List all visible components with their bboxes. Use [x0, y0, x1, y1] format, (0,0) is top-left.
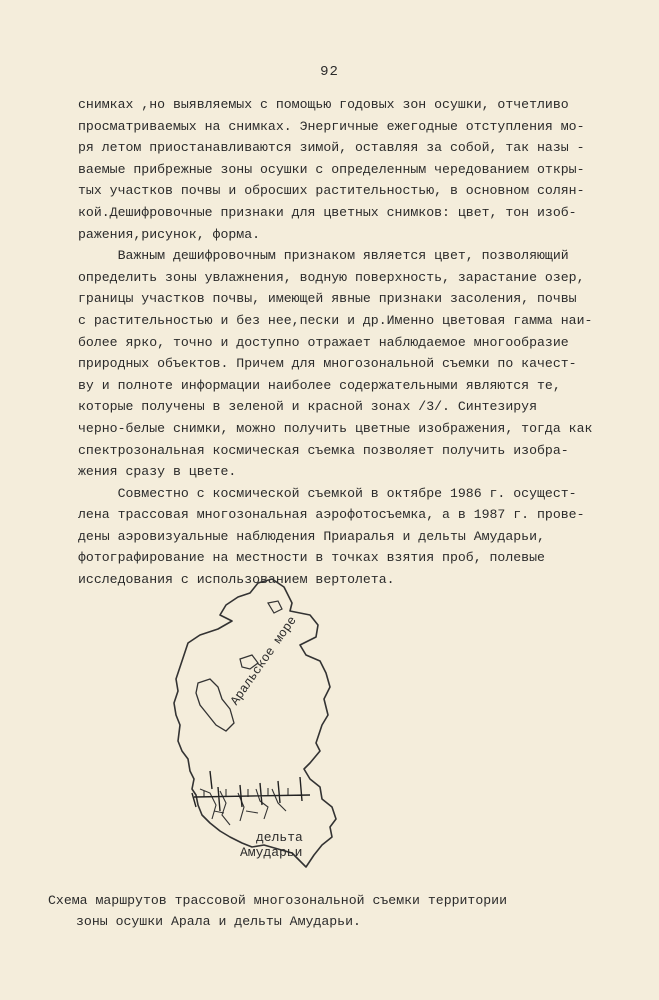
text-line: ражения,рисунок, форма. — [78, 226, 261, 242]
text-line: определить зоны увлажнения, водную поверхность, зарастание озер, — [78, 269, 585, 285]
text-line: тых участков почвы и обросших растительностью, в основном солян- — [78, 183, 585, 199]
text-line: Совместно с космической съемкой в октябре 1986 г. осущест- — [78, 485, 577, 501]
text-line: ву и полноте информации наиболее содержательными являются те, — [78, 377, 561, 393]
delta-label-line2: Амударьи — [240, 845, 303, 860]
text-line: которые получены в зеленой и красной зонах /3/. Синтезируя — [78, 399, 537, 415]
text-line: с растительностью и без нее,пески и др.Именно цветовая гамма наи- — [78, 312, 593, 328]
caption-line: Схема маршрутов трассовой многозональной съемки территории — [48, 893, 507, 908]
text-line: природных объектов. Причем для многозональной съемки по качест- — [78, 356, 577, 372]
text-line: спектрозональная космическая съемка позволяет получить изобра- — [78, 442, 569, 458]
page-number: 92 — [320, 64, 339, 80]
sea-outline — [174, 579, 336, 867]
text-line: ря летом приостанавливаются зимой, оставляя за собой, так назы - — [78, 140, 585, 156]
island-barsakelmes — [196, 679, 234, 731]
body-text — [78, 94, 598, 591]
text-line: исследования с использованием вертолета. — [78, 572, 395, 588]
text-line: более ярко, точно и доступно отражает наблюдаемое многообразие — [78, 334, 569, 350]
text-line: ваемые прибрежные зоны осушки с определенным чередованием откры- — [78, 161, 585, 177]
route-lines — [192, 771, 310, 811]
aral-sea-route-map — [160, 575, 360, 870]
text-line: дены аэровизуальные наблюдения Приаралья и дельты Амударьи, — [78, 528, 545, 544]
text-line: кой.Дешифровочные признаки для цветных снимков: цвет, тон изоб- — [78, 204, 577, 220]
text-line: жения сразу в цвете. — [78, 464, 237, 480]
text-line: Важным дешифровочным признаком является цвет, позволяющий — [78, 248, 569, 264]
delta-branches — [200, 789, 286, 825]
sea-label: Аральское море — [228, 613, 300, 709]
caption-line: зоны осушки Арала и дельты Амударьи. — [76, 914, 361, 929]
text-line: лена трассовая многозональная аэрофотосъемка, а в 1987 г. прове- — [78, 507, 585, 523]
text-line: черно-белые снимки, можно получить цветные изображения, тогда как — [78, 420, 593, 436]
delta-label — [240, 830, 303, 860]
figure-caption — [48, 890, 608, 932]
delta-label-line1: дельта — [256, 830, 303, 845]
text-line: фотографирование на местности в точках взятия проб, полевые — [78, 550, 545, 566]
text-line: снимках ,но выявляемых с помощью годовых зон осушки, отчетливо — [78, 97, 569, 112]
island-north — [268, 601, 282, 613]
text-line: просматриваемых на снимках. Энергичные ежегодные отступления мо- — [78, 118, 585, 134]
text-line: границы участков почвы, имеющей явные признаки засоления, почвы — [78, 291, 577, 307]
